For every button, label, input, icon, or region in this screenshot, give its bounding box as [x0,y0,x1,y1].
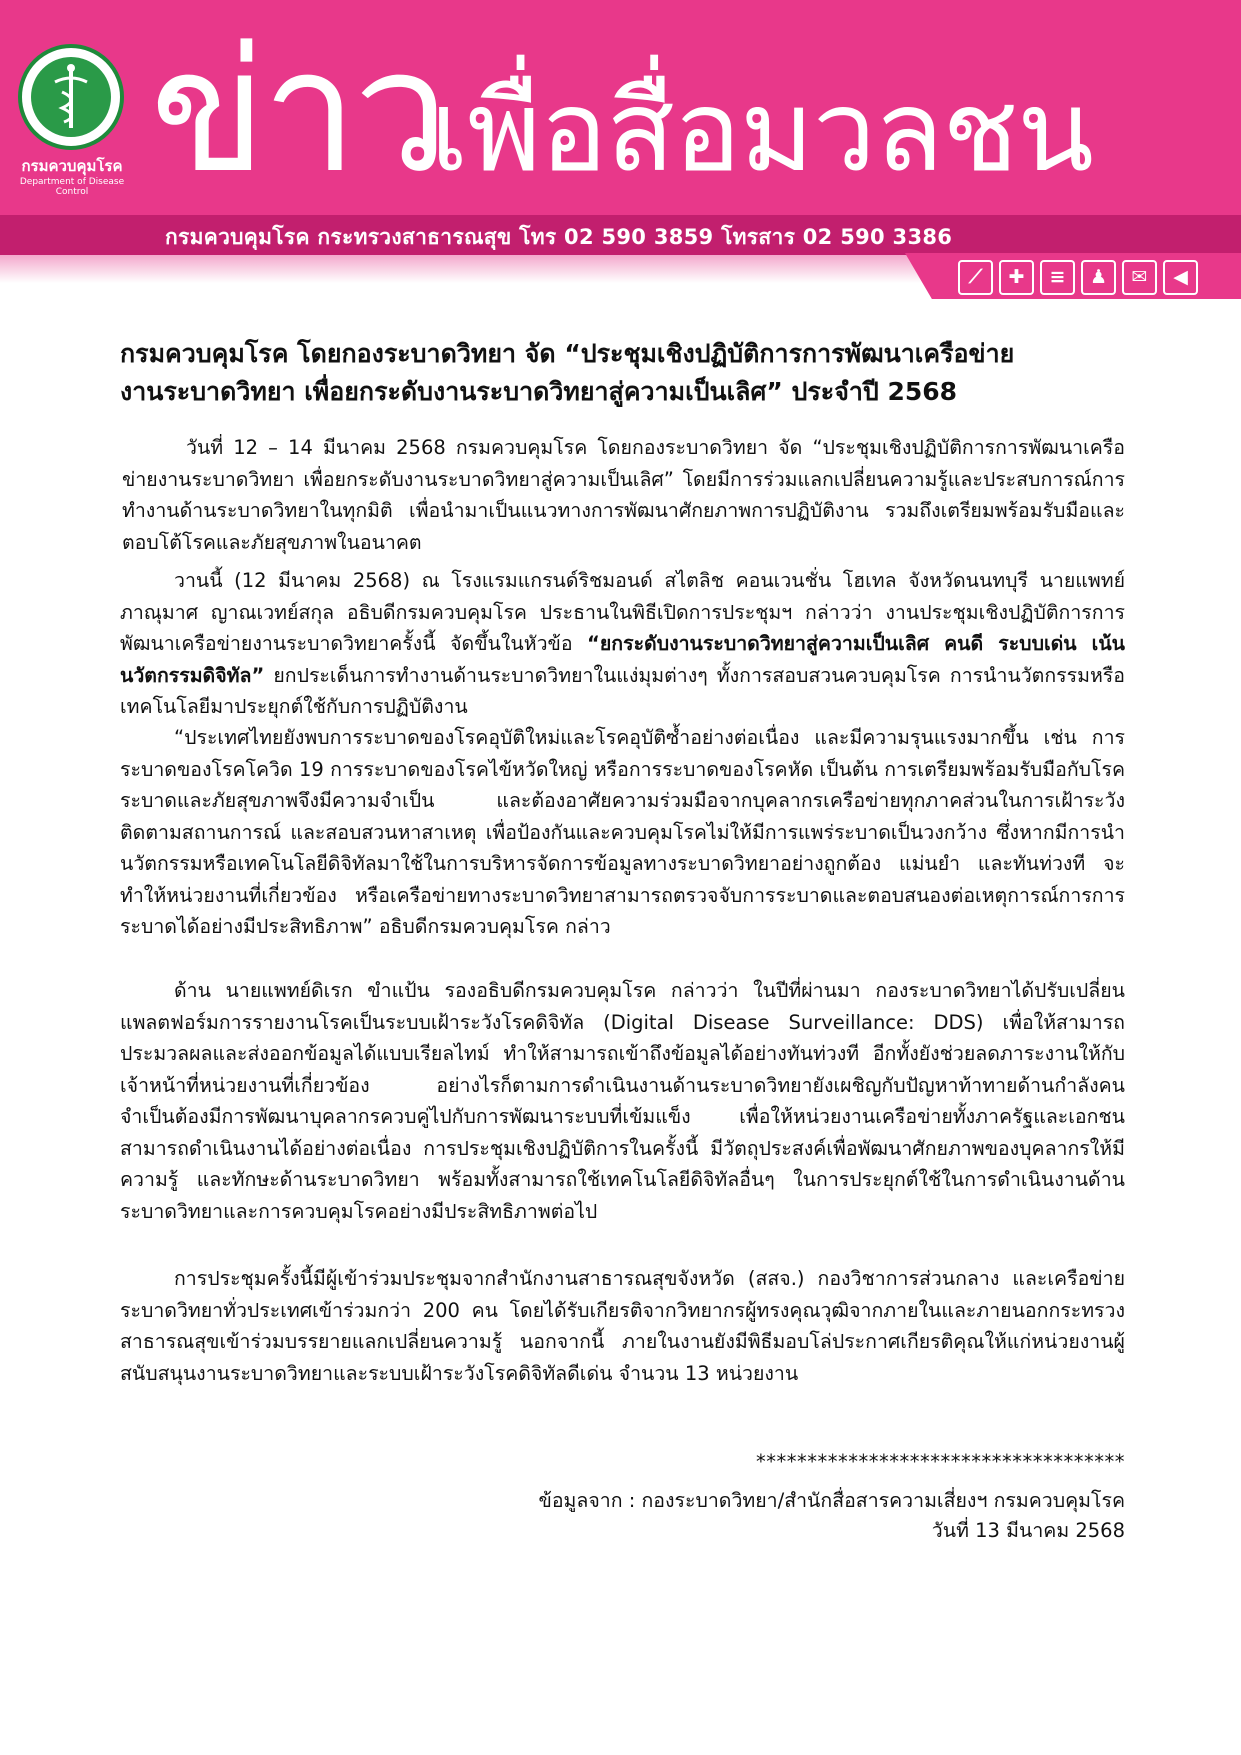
syringe-icon: ⟋ [958,260,993,295]
paragraph-1-text: วันที่ 12 – 14 มีนาคม 2568 กรมควบคุมโรค โดยกองระบาดวิทยา จัด “ประชุมเชิงปฏิบัติการการพัฒนาเครือข่ายงานระบาดวิทยา เพื่อยกระดับงานระบาดวิทยาสู่ความเป็นเลิศ” โดยมีการร่วมแลกเปลี่ยนความรู้และประสบการณ์การทำงานด้านระบาดวิทยาในทุกมิติ เพื่อนำมาเป็นแนวทางการพัฒนาศักยภาพการปฏิบัติงาน รวมถึงเตรียมพร้อมรับมือและตอบโต้โรคและภัยสุขภาพในอนาคต [122,436,1125,554]
paragraph-1 [122,432,1125,558]
paragraph-2-bold-topic: “ยกระดับงานระบาดวิทยาสู่ความเป็นเลิศ คนดี ระบบเด่น เน้นนวัตกรรมดิจิทัล” [120,632,1125,687]
paragraph-4: ด้าน นายแพทย์ดิเรก ขำแป้น รองอธิบดีกรมควบคุมโรค กล่าวว่า ในปีที่ผ่านมา กองระบาดวิทยาได้ปรับเปลี่ยนแพลตฟอร์มการรายงานโรคเป็นระบบเฝ้าระวังโรคดิจิทัล (Digital Disease Surveillance: DDS) เพื่อให้สามารถประมวลผลและส่งออกข้อมูลได้แบบเรียลไทม์ ทำให้สามารถเข้าถึงข้อมูลได้อย่างทันท่วงที อีกทั้งยังช่วยลดภาระงานให้กับเจ้าหน้าที่หน่วยงานที่เกี่ยวข้อง อย่างไรก็ตามการดำเนินงานด้านระบาดวิทยายังเผชิญกับปัญหาท้าทายด้านกำลังคน จำเป็นต้องมีการพัฒนาบุคลากรควบคู่ไปกับการพัฒนาระบบที่เข้มแข็ง เพื่อให้หน่วยงานเครือข่ายทั้งภาครัฐและเอกชนสามารถดำเนินงานได้อย่างต่อเนื่อง การประชุมเชิงปฏิบัติการในครั้งนี้ มีวัตถุประสงค์เพื่อพัฒนาศักยภาพของบุคลากรให้มีความรู้ และทักษะด้านระบาดวิทยา พร้อมทั้งสามารถใช้เทคโนโลยีดิจิทัลอื่นๆ ในการประยุกต์ใช้ในการดำเนินงานด้านระบาดวิทยาและการควบคุมโรคอย่างมีประสิทธิภาพต่อไป [120,979,1125,1223]
headline [120,335,1125,411]
masthead-title-big: ข่าว [150,13,446,211]
paragraph-3: “ประเทศไทยยังพบการระบาดของโรคอุบัติใหม่และโรคอุบัติซ้ำอย่างต่อเนื่อง และมีความรุนแรงมากขึ้น เช่น การระบาดของโรคโควิด 19 การระบาดของโรคไข้หวัดใหญ่ หรือการระบาดของโรคหัด เป็นต้น การเตรียมพร้อมรับมือกับโรคระบาดและภัยสุขภาพจึงมีความจำเป็น และต้องอาศัยความร่วมมือจากบุคลากรเครือข่ายทุกภาคส่วนในการเฝ้าระวัง ติดตามสถานการณ์ และสอบสวนหาสาเหตุ เพื่อป้องกันและควบคุมโรคไม่ให้มีการแพร่ระบาดเป็นวงกว้าง ซึ่งหากมีการนำนวัตกรรมหรือเทคโนโลยีดิจิทัลมาใช้ในการบริหารจัดการข้อมูลทางระบาดวิทยาอย่างถูกต้อง แม่นยำ และทันท่วงที จะทำให้หน่วยงานที่เกี่ยวข้อง หรือเครือข่ายทางระบาดวิทยาสามารถตรวจจับการระบาดและตอบสนองต่อเหตุการณ์การการระบาดได้อย่างมีประสิทธิภาพ” อธิบดีกรมควบคุมโรค กล่าว [120,726,1125,938]
release-date: วันที่ 13 มีนาคม 2568 [931,1519,1125,1542]
ministry-logo [18,44,124,150]
clipboard-icon: ≡ [1040,260,1075,295]
chat-bubble-icon: ✉ [1122,260,1157,295]
logo-thai-text: กรมควบคุมโรค [21,157,123,175]
separator-stars: ************************************ [756,1450,1125,1473]
logo-english-text: Department of Disease Control [19,177,125,197]
paragraph-2 [120,565,1125,723]
megaphone-icon: ◀ [1163,260,1198,295]
paragraph-2-text-b: ยกประเด็นการทำงานด้านระบาดวิทยาในแง่มุมต่างๆ ทั้งการสอบสวนควบคุมโรค การนำนวัตกรรมหรือเทคโนโลยีมาประยุกต์ใช้กับการปฏิบัติงาน [120,663,1125,718]
contact-info: กรมควบคุมโรค กระทรวงสาธารณสุข โทร 02 590 3859 โทรสาร 02 590 3386 [165,225,953,249]
header-banner [0,0,1241,215]
icon-row [958,260,1198,295]
contact-strip [0,215,1241,255]
chess-piece-icon: ♟ [1081,260,1116,295]
medical-cross-icon: ✚ [999,260,1034,295]
headline-line-2: งานระบาดวิทยา เพื่อยกระดับงานระบาดวิทยาสู่ความเป็นเลิศ” ประจำปี 2568 [120,377,958,406]
caduceus-icon [22,48,120,146]
source-credit: ข้อมูลจาก : กองระบาดวิทยา/สำนักสื่อสารความเสี่ยงฯ กรมควบคุมโรค [538,1489,1125,1512]
masthead-title-small: เพื่อสื่อมวลชน [430,67,1093,197]
paragraph-5: การประชุมครั้งนี้มีผู้เข้าร่วมประชุมจากสำนักงานสาธารณสุขจังหวัด (สสจ.) กองวิชาการส่วนกลาง และเครือข่ายระบาดวิทยาทั่วประเทศเข้าร่วมกว่า 200 คน โดยได้รับเกียรติจากวิทยากรผู้ทรงคุณวุฒิจากภายในและภายนอกกระทรวงสาธารณสุขเข้าร่วมบรรยายแลกเปลี่ยนความรู้ นอกจากนี้ ภายในงานยังมีพิธีมอบโล่ประกาศเกียรติคุณให้แก่หน่วยงานผู้สนับสนุนงานระบาดวิทยาและระบบเฝ้าระวังโรคดิจิทัลดีเด่น จำนวน 13 หน่วยงาน [120,1267,1125,1385]
headline-line-1: กรมควบคุมโรค โดยกองระบาดวิทยา จัด “ประชุมเชิงปฏิบัติการการพัฒนาเครือข่าย [120,339,1015,368]
paragraph-2-text-a: วานนี้ (12 มีนาคม 2568) ณ โรงแรมแกรนด์ริชมอนด์ สไตลิช คอนเวนชั่น โฮเทล จังหวัดนนทบุรี นายแพทย์ภาณุมาศ ญาณเวทย์สกุล อธิบดีกรมควบคุมโรค ประธานในพิธีเปิดการประชุมฯ กล่าวว่า งานประชุมเชิงปฏิบัติการการพัฒนาเครือข่ายงานระบาดวิทยาครั้งนี้ จัดขึ้นในหัวข้อ [120,569,1125,655]
